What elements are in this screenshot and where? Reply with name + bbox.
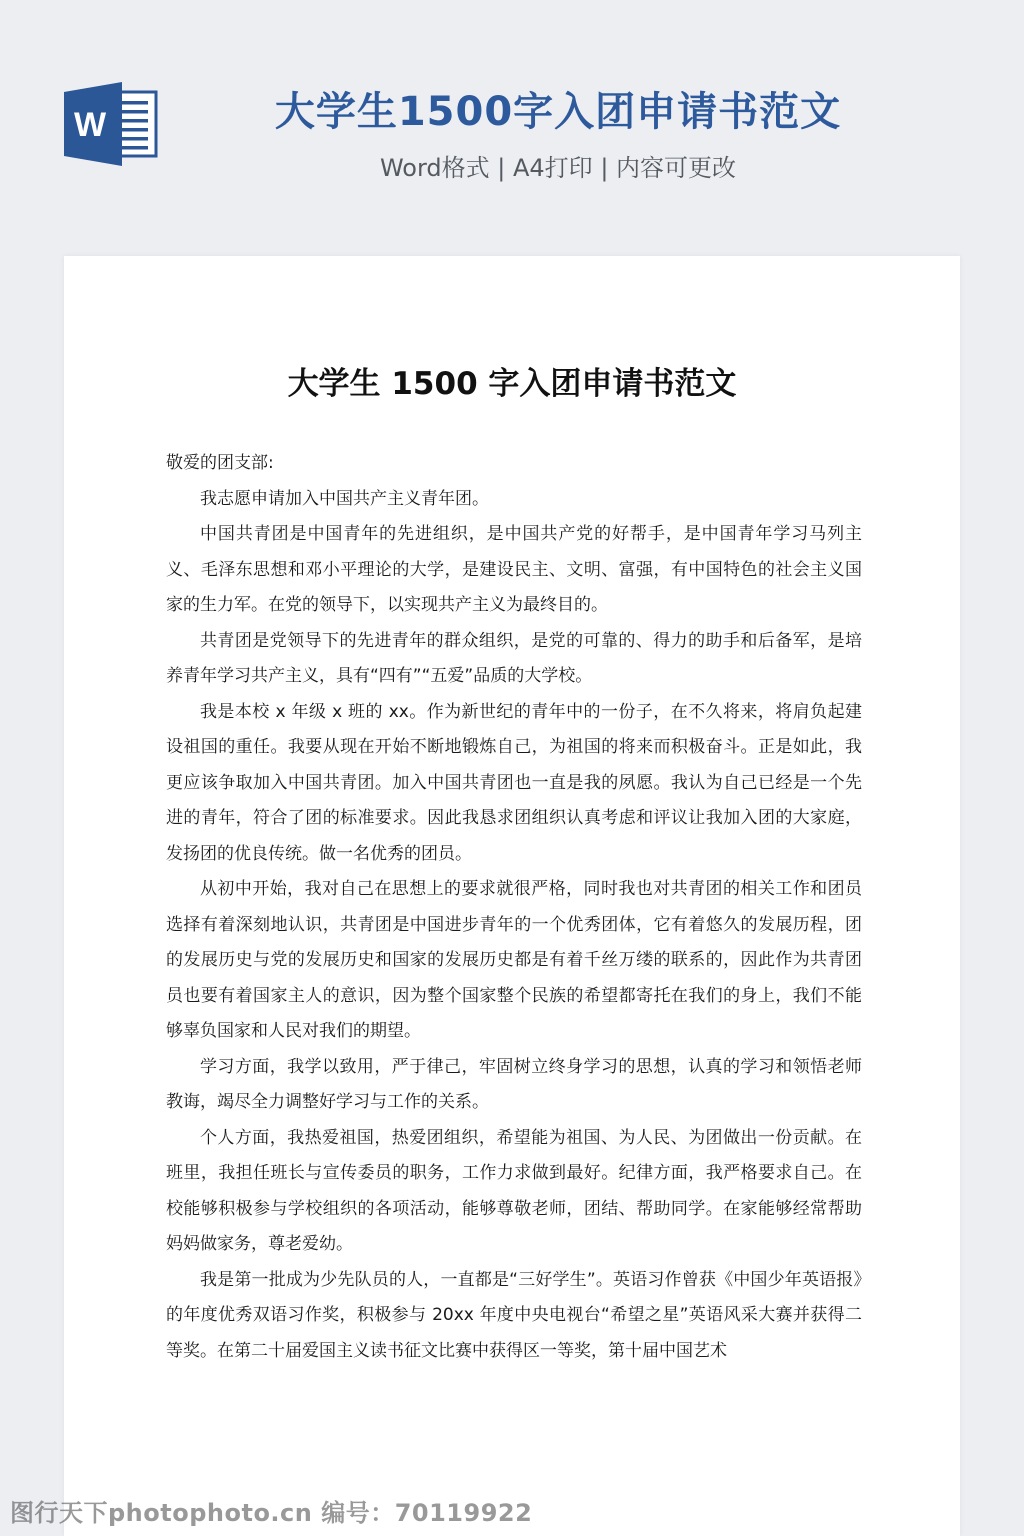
paragraph: 中国共青团是中国青年的先进组织，是中国共产党的好帮手，是中国青年学习马列主义、毛泽东思想和邓小平理论的大学，是建设民主、文明、富强，有中国特色的社会主义国家的生力军。在党的领导下，以实现共产主义为最终目的。: [166, 524, 862, 615]
header-subtitle: Word格式 | A4打印 | 内容可更改: [379, 154, 737, 182]
paragraph: 我是本校 x 年级 x 班的 xx。作为新世纪的青年中的一份子，在不久将来，将肩负起建设祖国的重任。我要从现在开始不断地锻炼自己，为祖国的将来而积极奋斗。正是如此，我更应该争取加入中国共青团。加入中国共青团也一直是我的夙愿。我认为自己已经是一个先进的青年，符合了团的标准要求。因此我恳求团组织认真考虑和评议让我加入团的大家庭，发扬团的优良传统。做一名优秀的团员。: [166, 701, 862, 864]
salutation: 敬爱的团支部:: [166, 453, 274, 473]
document-body: [166, 446, 862, 1369]
paragraph: 我志愿申请加入中国共产主义青年团。: [200, 488, 489, 509]
word-document-icon: [64, 82, 158, 166]
paragraph: 从初中开始，我对自己在思想上的要求就很严格，同时我也对共青团的相关工作和团员选择有着深刻地认识，共青团是中国进步青年的一个优秀团体，它有着悠久的发展历程，团的发展历史与党的发展历史和国家的发展历史都是有着千丝万缕的联系的，因此作为共青团员也要有着国家主人的意识，因为整个国家整个民族的希望都寄托在我们的身上，我们不能够辜负国家和人民对我们的期望。: [166, 879, 862, 1041]
document-page: [64, 256, 960, 1536]
paragraph: 我是第一批成为少先队员的人，一直都是“三好学生”。英语习作曾获《中国少年英语报》的年度优秀双语习作奖，积极参与 20xx 年度中央电视台“希望之星”英语风采大赛并获得二等奖。在第二十届爱国主义读书征文比赛中获得区一等奖，第十届中国艺术: [166, 1269, 862, 1361]
word-icon-letter: W: [73, 106, 107, 144]
paragraph: 共青团是党领导下的先进青年的群众组织，是党的可靠的、得力的助手和后备军，是培养青年学习共产主义，具有“四有”“五爱”品质的大学校。: [166, 630, 862, 686]
paragraph: 个人方面，我热爱祖国，热爱团组织，希望能为祖国、为人民、为团做出一份贡献。在班里，我担任班长与宣传委员的职务，工作力求做到最好。纪律方面，我严格要求自己。在校能够积极参与学校组织的各项活动，能够尊敬老师，团结、帮助同学。在家能够经常帮助妈妈做家务，尊老爱幼。: [166, 1127, 862, 1254]
watermark: 图行天下photophoto.cn 编号：70119922: [10, 1499, 533, 1527]
page-header: [0, 0, 1024, 256]
header-title: 大学生1500字入团申请书范文: [274, 89, 842, 135]
paragraph: 学习方面，我学以致用，严于律己，牢固树立终身学习的思想，认真的学习和领悟老师教诲，竭尽全力调整好学习与工作的关系。: [166, 1056, 862, 1112]
document-title: 大学生 1500 字入团申请书范文: [287, 366, 737, 402]
